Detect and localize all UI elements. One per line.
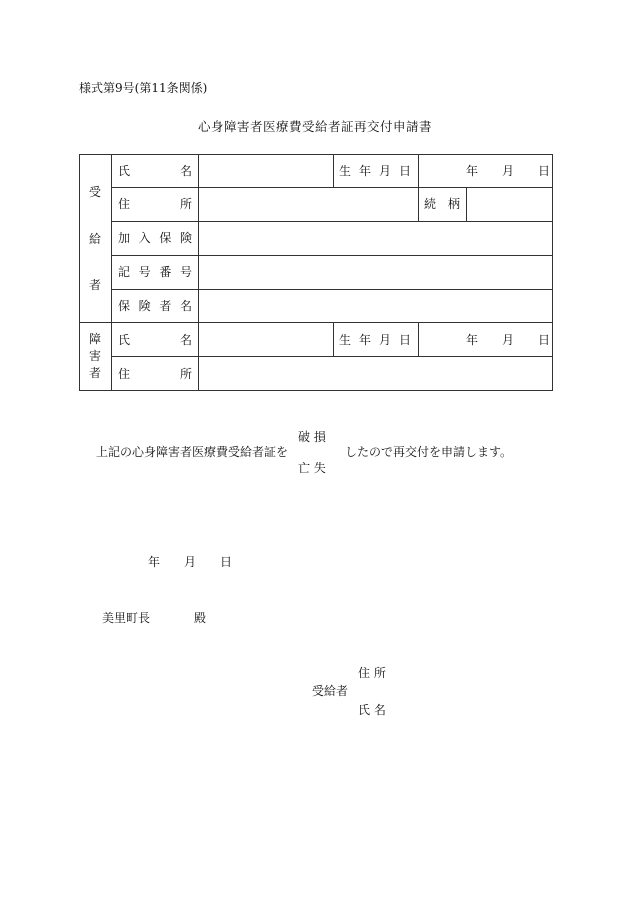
label-char: 氏	[118, 333, 131, 347]
applicant-name-label: 氏 名	[358, 703, 386, 717]
label-char: 保	[159, 231, 172, 245]
table-line	[418, 187, 419, 222]
table-border-bottom	[79, 390, 553, 391]
label-char: 加	[118, 231, 131, 245]
recipient-birthdate-label	[339, 165, 411, 177]
label-char: 入	[138, 231, 151, 245]
disabled-person-group-label-char: 障	[88, 332, 101, 346]
label-char: 名	[179, 333, 192, 347]
disabled-person-birth-month-unit[interactable]: 月	[502, 333, 515, 347]
symbol-number-label	[118, 266, 192, 278]
recipient-name-label	[118, 165, 192, 177]
insurance-field[interactable]	[199, 222, 551, 255]
label-char: 柄	[447, 197, 460, 211]
label-char: 月	[378, 164, 391, 178]
disabled-person-name-field[interactable]	[198, 323, 333, 356]
relationship-label	[424, 198, 460, 210]
recipient-group-label-char: 者	[88, 278, 101, 292]
label-char: 日	[398, 333, 411, 347]
document-title: 心身障害者医療費受給者証再交付申請書	[197, 119, 432, 134]
application-date-day[interactable]: 日	[220, 555, 233, 569]
label-char: 住	[118, 367, 131, 381]
symbol-number-field[interactable]	[199, 256, 551, 289]
label-char: 険	[138, 299, 151, 313]
table-line	[418, 154, 419, 188]
label-char: 番	[159, 265, 172, 279]
label-char: 所	[179, 367, 192, 381]
recipient-group-label-char: 受	[88, 185, 101, 199]
label-char: 生	[339, 164, 352, 178]
label-char: 日	[398, 164, 411, 178]
table-line	[418, 322, 419, 357]
applicant-role-label: 受給者	[312, 684, 349, 698]
applicant-name-field[interactable]	[400, 697, 550, 719]
label-char: 保	[118, 299, 131, 313]
application-date-month[interactable]: 月	[184, 555, 197, 569]
recipient-birth-day-unit[interactable]: 日	[538, 164, 551, 178]
recipient-address-field[interactable]	[198, 188, 418, 221]
recipient-name-field[interactable]	[198, 155, 333, 188]
label-char: 者	[159, 299, 172, 313]
label-char: 住	[118, 197, 131, 211]
disabled-person-name-label	[118, 334, 192, 346]
label-char: 号	[138, 265, 151, 279]
disabled-person-address-field[interactable]	[199, 357, 551, 390]
disabled-person-birth-day-unit[interactable]: 日	[538, 333, 551, 347]
disabled-person-address-label	[118, 368, 192, 380]
label-char: 名	[179, 164, 192, 178]
label-char: 記	[118, 265, 131, 279]
label-char: 年	[358, 164, 371, 178]
label-char: 生	[339, 333, 352, 347]
recipient-birth-month-unit[interactable]: 月	[502, 164, 515, 178]
label-char: 続	[424, 197, 437, 211]
table-line	[111, 154, 112, 391]
label-char: 険	[179, 231, 192, 245]
addressee-name: 美里町長	[102, 611, 151, 625]
insurer-name-field[interactable]	[199, 290, 551, 322]
option-lost[interactable]: 亡 失	[298, 461, 326, 475]
label-char: 年	[358, 333, 371, 347]
application-date-year[interactable]: 年	[148, 555, 161, 569]
statement-suffix: したので再交付を申請します。	[345, 445, 513, 459]
label-char: 名	[179, 299, 192, 313]
table-line	[333, 154, 334, 188]
form-number: 様式第9号(第11条関係)	[79, 81, 208, 95]
applicant-address-field[interactable]	[400, 660, 550, 682]
recipient-address-label	[118, 198, 192, 210]
addressee-honorific: 殿	[194, 611, 207, 625]
label-char: 号	[179, 265, 192, 279]
disabled-person-birth-year-unit[interactable]: 年	[466, 333, 479, 347]
table-border-right	[552, 154, 553, 391]
insurer-name-label	[118, 300, 192, 312]
recipient-birth-year-unit[interactable]: 年	[466, 164, 479, 178]
applicant-address-label: 住 所	[358, 666, 386, 680]
label-char: 氏	[118, 164, 131, 178]
table-line	[333, 322, 334, 357]
disabled-person-group-label-char: 害	[88, 349, 101, 363]
relationship-field[interactable]	[467, 188, 552, 221]
table-border-left	[79, 154, 80, 391]
disabled-person-group-label-char: 者	[88, 366, 101, 380]
option-damaged[interactable]: 破 損	[298, 430, 326, 444]
statement-prefix: 上記の心身障害者医療費受給者証を	[96, 445, 289, 459]
disabled-person-birthdate-label	[339, 334, 411, 346]
recipient-group-label-char: 給	[88, 232, 101, 246]
label-char: 月	[378, 333, 391, 347]
label-char: 所	[179, 197, 192, 211]
insurance-label	[118, 232, 192, 244]
